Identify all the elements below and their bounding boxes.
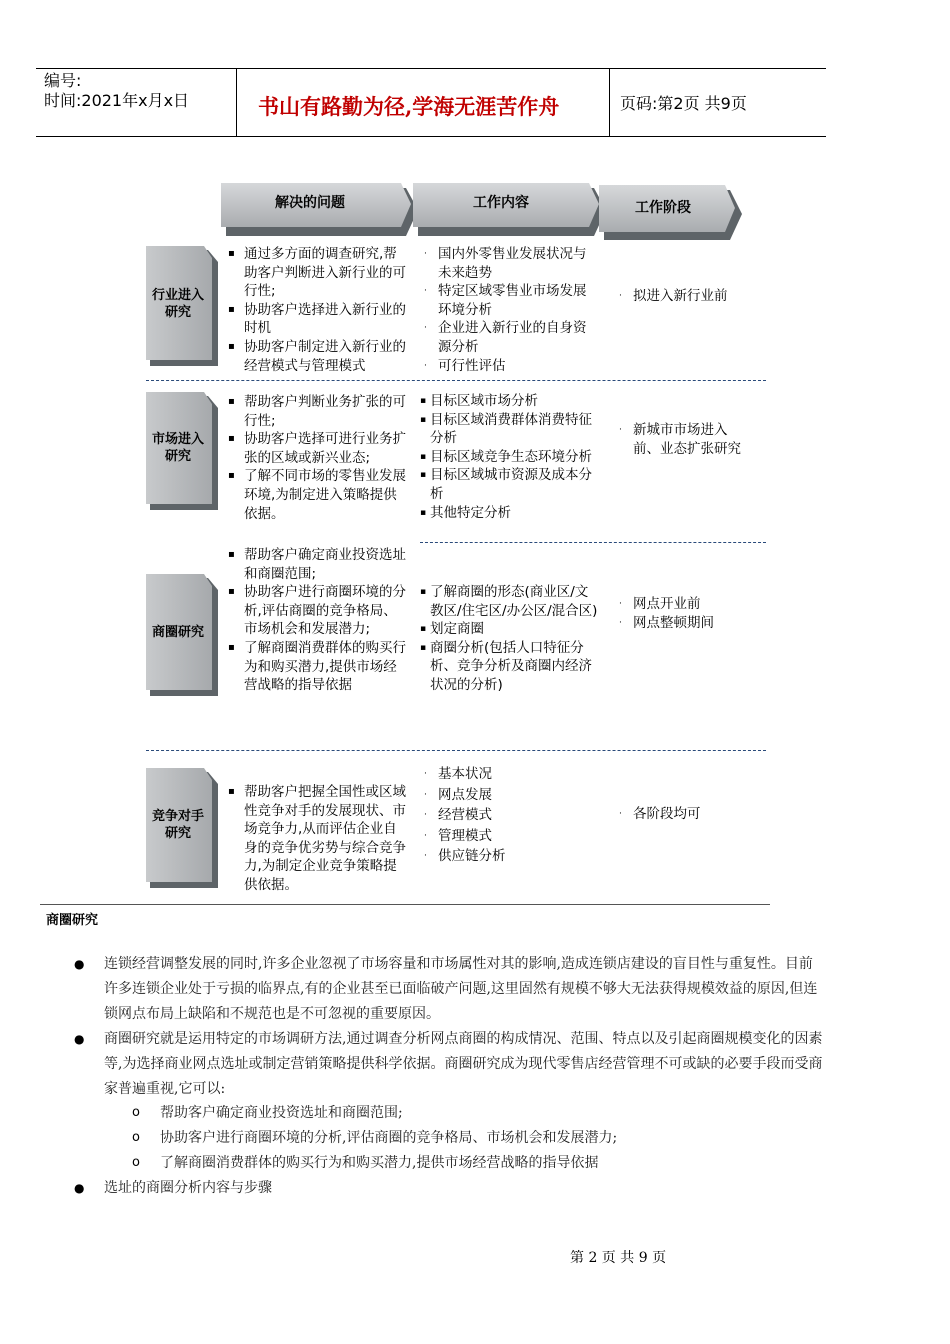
list-item-text: 经营模式	[438, 807, 492, 824]
paragraph-2: 商圈研究就是运用特定的市场调研方法,通过调查分析网点商圈的构成情况、范围、特点以及引起商圈规模变化的因素等,为选择商业网点选址或制定营销策略提供科学依据。商圈研究成为现代零售店经营管理不可或缺的必要手段而受商家普遍重视,它可以:	[104, 1031, 823, 1097]
list-item: ▪ 划定商圈	[420, 621, 484, 638]
list-item: ▪ 目标区域竞争生态环境分析	[420, 448, 592, 465]
list-item: ▪ 目标区域消费群体消费特征分析	[420, 411, 592, 447]
list-item-text: 网点发展	[438, 786, 492, 803]
list-item-text: 了解商圈消费群体的购买行为和购买潜力,提供市场经营战略的指导依据	[244, 639, 406, 694]
list-item: ▪ 帮助客户确定商业投资选址和商圈范围;	[228, 547, 406, 582]
list-item: · 可行性评估	[424, 357, 506, 374]
row-label-industry-entry	[146, 246, 218, 362]
header-motto: 书山有路勤为径,学海无涯苦作舟	[258, 94, 560, 119]
list-item: ▪ 通过多方面的调查研究,帮助客户判断进入新行业的可行性;	[228, 246, 406, 300]
column-header-stage	[600, 188, 740, 240]
list-item-text: 可行性评估	[438, 357, 506, 374]
list-item: · 网点整顿期间	[619, 614, 714, 631]
list-item: · 经营模式	[424, 807, 492, 824]
list-item-text: 目标区域竞争生态环境分析	[430, 448, 592, 465]
circle-bullet-icon: o	[132, 1130, 140, 1145]
list-item-text: 目标区域城市资源及成本分析	[430, 467, 592, 502]
list-item-text: 通过多方面的调查研究,帮助客户判断进入新行业的可行性;	[244, 246, 406, 300]
row1-contents	[422, 245, 594, 375]
row-label-industry-entry-text: 行业进入 研究	[151, 288, 204, 320]
row3-problems	[226, 546, 408, 695]
bullet-dot-icon: ●	[74, 957, 85, 971]
sub-item-1: 帮助客户确定商业投资选址和商圈范围;	[160, 1105, 403, 1121]
list-item: ▪ 协助客户选择可进行业务扩张的区域或新兴业态;	[228, 431, 406, 466]
table-bottom-rule	[40, 904, 770, 905]
list-item: ▪ 商圈分析(包括人口特征分析、竞争分析及商圈内经济状况的分析)	[420, 639, 592, 693]
column-header-content-label: 工作内容	[473, 195, 529, 211]
row-separator	[420, 542, 766, 543]
row2-contents	[420, 392, 592, 522]
list-item-text: 协助客户选择可进行业务扩张的区域或新兴业态;	[244, 431, 406, 466]
page-indicator: 页码:第2页 共9页	[620, 94, 747, 113]
list-item: ▪ 协助客户进行商圈环境的分析,评估商圈的竞争格局、市场机会和发展潜力;	[228, 584, 406, 638]
list-item: ▪ 目标区域市场分析	[420, 393, 538, 409]
column-header-problem-label: 解决的问题	[275, 195, 345, 211]
row-label-competitor-text: 竞争对手 研究	[151, 809, 204, 841]
list-item: ▪ 协助客户选择进入新行业的时机	[228, 301, 406, 337]
list-item-text: 目标区域市场分析	[430, 393, 538, 409]
section-title: 商圈研究	[46, 913, 99, 928]
row-label-trade-area	[146, 574, 218, 690]
list-item-text: 协助客户进行商圈环境的分析,评估商圈的竞争格局、市场机会和发展潜力;	[244, 584, 406, 638]
row2-problems	[226, 393, 408, 523]
list-item: · 特定区域零售业市场发展环境分析	[424, 283, 587, 318]
row-label-competitor	[146, 768, 218, 882]
list-item: ▪ 帮助客户把握全国性或区域性竞争对手的发展现状、市场竞争力,从而评估企业自身的竞争优劣势与综合竞争力,为制定企业竞争策略提供依据。	[228, 784, 406, 893]
list-item: ▪ 其他特定分析	[420, 504, 511, 521]
list-item: ▪ 了解不同市场的零售业发展环境,为制定进入策略提供依据。	[228, 468, 406, 522]
circle-bullet-icon: o	[132, 1105, 140, 1120]
column-header-problem	[222, 183, 412, 235]
list-item: · 国内外零售业发展状况与未来趋势	[424, 246, 587, 281]
list-item-text: 基本状况	[438, 766, 492, 782]
list-item: · 网点发展	[424, 786, 492, 803]
list-item-text: 特定区域零售业市场发展环境分析	[438, 283, 587, 318]
row-separator	[146, 750, 766, 751]
header-divider-right	[609, 68, 610, 136]
header-divider-left	[236, 68, 237, 136]
list-item-text: 国内外零售业发展状况与未来趋势	[438, 246, 587, 281]
row1-problems	[226, 245, 408, 375]
list-item: · 供应链分析	[424, 848, 506, 865]
list-item-text: 帮助客户确定商业投资选址和商圈范围;	[244, 547, 406, 582]
row4-contents	[422, 764, 594, 867]
list-item: · 新城市市场进入前、业态扩张研究	[619, 422, 741, 457]
list-item-text: 企业进入新行业的自身资源分析	[438, 320, 587, 355]
list-item-text: 网点整顿期间	[633, 614, 714, 631]
list-item-text: 帮助客户判断业务扩张的可行性;	[244, 394, 406, 429]
list-item-text: 新城市市场进入前、业态扩张研究	[633, 422, 741, 457]
sub-item-3: 了解商圈消费群体的购买行为和购买潜力,提供市场经营战略的指导依据	[160, 1155, 599, 1171]
row-label-market-entry	[146, 392, 218, 504]
header-top-rule	[36, 68, 826, 69]
circle-bullet-icon: o	[132, 1155, 140, 1170]
bullet-dot-icon: ●	[74, 1181, 85, 1195]
page-footer: 第 2 页 共 9 页	[570, 1250, 667, 1266]
bullet-dot-icon: ●	[74, 1032, 85, 1046]
list-item: · 企业进入新行业的自身资源分析	[424, 320, 587, 355]
header-bottom-rule	[36, 136, 826, 137]
row3-contents	[420, 583, 598, 695]
list-item: ▪ 了解商圈消费群体的购买行为和购买潜力,提供市场经营战略的指导依据	[228, 639, 406, 694]
list-item-text: 拟进入新行业前	[633, 288, 728, 304]
list-item-text: 供应链分析	[438, 848, 506, 865]
paragraph-3: 选址的商圈分析内容与步骤	[104, 1180, 272, 1196]
list-item-text: 协助客户选择进入新行业的时机	[244, 301, 406, 337]
sub-item-2: 协助客户进行商圈环境的分析,评估商圈的竞争格局、市场机会和发展潜力;	[160, 1130, 618, 1146]
list-item-text: 帮助客户把握全国性或区域性竞争对手的发展现状、市场竞争力,从而评估企业自身的竞争优劣势与综合竞争力,为制定企业竞争策略提供依据。	[244, 784, 406, 893]
list-item: · 管理模式	[424, 827, 492, 844]
list-item: · 网点开业前	[619, 596, 701, 612]
row1-stages	[617, 287, 747, 306]
list-item-text: 其他特定分析	[430, 504, 511, 521]
list-item-text: 商圈分析(包括人口特征分析、竞争分析及商圈内经济状况的分析)	[430, 639, 592, 693]
list-item-text: 各阶段均可	[633, 806, 701, 822]
document-time-label: 时间:2021年x月x日	[44, 91, 190, 110]
list-item-text: 了解不同市场的零售业发展环境,为制定进入策略提供依据。	[244, 468, 406, 522]
column-header-stage-label: 工作阶段	[635, 200, 691, 216]
list-item: ▪ 协助客户制定进入新行业的经营模式与管理模式	[228, 338, 406, 374]
list-item-text: 协助客户制定进入新行业的经营模式与管理模式	[244, 338, 406, 374]
row-separator	[146, 380, 766, 381]
column-header-content	[414, 183, 602, 235]
row4-stages	[617, 805, 747, 824]
row-label-trade-area-text: 商圈研究	[151, 624, 204, 640]
list-item-text: 了解商圈的形态(商业区/文教区/住宅区/办公区/混合区)	[430, 584, 598, 619]
paragraph-1: 连锁经营调整发展的同时,许多企业忽视了市场容量和市场属性对其的影响,造成连锁店建设的盲目性与重复性。目前许多连锁企业处于亏损的临界点,有的企业甚至已面临破产问题,这里固然有规模不够大无法获得规模效益的原因,但连锁网点布局上缺陷和不规范也是不可忽视的重要原因。	[104, 956, 818, 1022]
list-item: · 各阶段均可	[619, 806, 701, 822]
list-item-text: 划定商圈	[430, 621, 484, 638]
list-item: · 基本状况	[424, 766, 492, 782]
row3-stages	[617, 595, 747, 632]
list-item: ▪ 目标区域城市资源及成本分析	[420, 467, 592, 502]
list-item-text: 目标区域消费群体消费特征分析	[430, 411, 592, 447]
row2-stages	[617, 421, 747, 458]
document-number-label: 编号:	[44, 71, 82, 90]
list-item-text: 网点开业前	[633, 596, 701, 612]
row-label-market-entry-text: 市场进入 研究	[151, 432, 204, 464]
list-item-text: 管理模式	[438, 827, 492, 844]
list-item: · 拟进入新行业前	[619, 288, 728, 304]
list-item: ▪ 帮助客户判断业务扩张的可行性;	[228, 394, 406, 429]
row4-problems	[226, 783, 408, 895]
list-item: ▪ 了解商圈的形态(商业区/文教区/住宅区/办公区/混合区)	[420, 584, 598, 619]
